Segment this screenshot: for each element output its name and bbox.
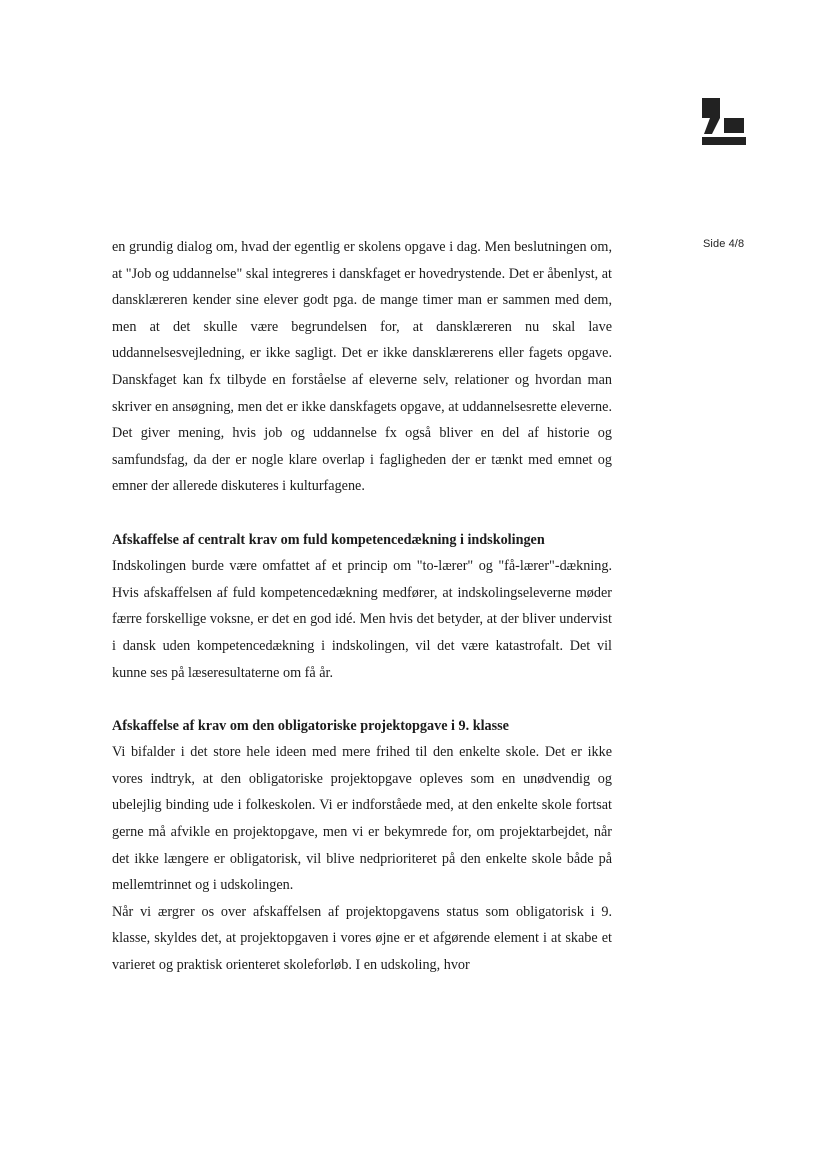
organization-logo-icon (702, 96, 746, 150)
paragraph-2: Indskolingen burde være omfattet af et princip om "to-lærer" og "få-lærer"-dækning. Hvis afskaffelsen af fuld kompetencedækning medfører, at indskolingseleverne møder færre forskellige voksne, er det en god idé. Men hvis det betyder, at der bliver undervist i dansk uden kompetencedækning i indskolingen, vil det være katastrofalt. Det vil kunne ses på læseresultaterne om få år. (112, 558, 612, 681)
paragraph-1: en grundig dialog om, hvad der egentlig er skolens opgave i dag. Men beslutningen om, at "Job og uddannelse" skal integreres i danskfaget er hovedrystende. Det er åbenlyst, at dansklæreren kender sine elever godt pga. de mange timer man er sammen med dem, men at det skulle være begrundelsen for, at dansklæreren nu skal lave uddannelsesvejledning, er ikke sagligt. Det er ikke dansklærerens eller fagets opgave. Danskfaget kan fx tilbyde en forståelse af eleverne selv, relationer og hvordan man skriver en ansøgning, men det er ikke danskfagets opgave, at uddannelsesrette eleverne. Det giver mening, hvis job og uddannelse fx også bliver en del af historie og samfundsfag, da der er nogle klare overlap i fagligheden der er tænkt med emnet og emner der allerede diskuteres i kulturfagene. (112, 239, 612, 495)
paragraph-4: Når vi ærgrer os over afskaffelsen af projektopgavens status som obligatorisk i 9. klasse, skyldes det, at projektopgaven i vores øjne er et afgørende element i at skabe et varieret og praktisk orienteret skoleforløb. I en udskoling, hvor (112, 903, 612, 974)
section-heading-competence: Afskaffelse af centralt krav om fuld kompetencedækning i indskolingen (112, 531, 545, 548)
paragraph-3: Vi bifalder i det store hele ideen med mere frihed til den enkelte skole. Det er ikke vores indtryk, at den obligatoriske projektopgave opleves som en unødvendig og ubelejlig binding ude i folkeskolen. Vi er indforståede med, at den enkelte skole fortsat gerne må afvikle en projektopgave, men vi er bekymrede for, om projektarbejdet, når det ikke længere er obligatorisk, vil blive nedprioriteret på den enkelte skole både på mellemtrinnet og i udskolingen. (112, 744, 612, 894)
section-heading-project: Afskaffelse af krav om den obligatoriske projektopgave i 9. klasse (112, 717, 509, 734)
page-number: Side 4/8 (703, 238, 745, 250)
document-body (112, 234, 612, 979)
